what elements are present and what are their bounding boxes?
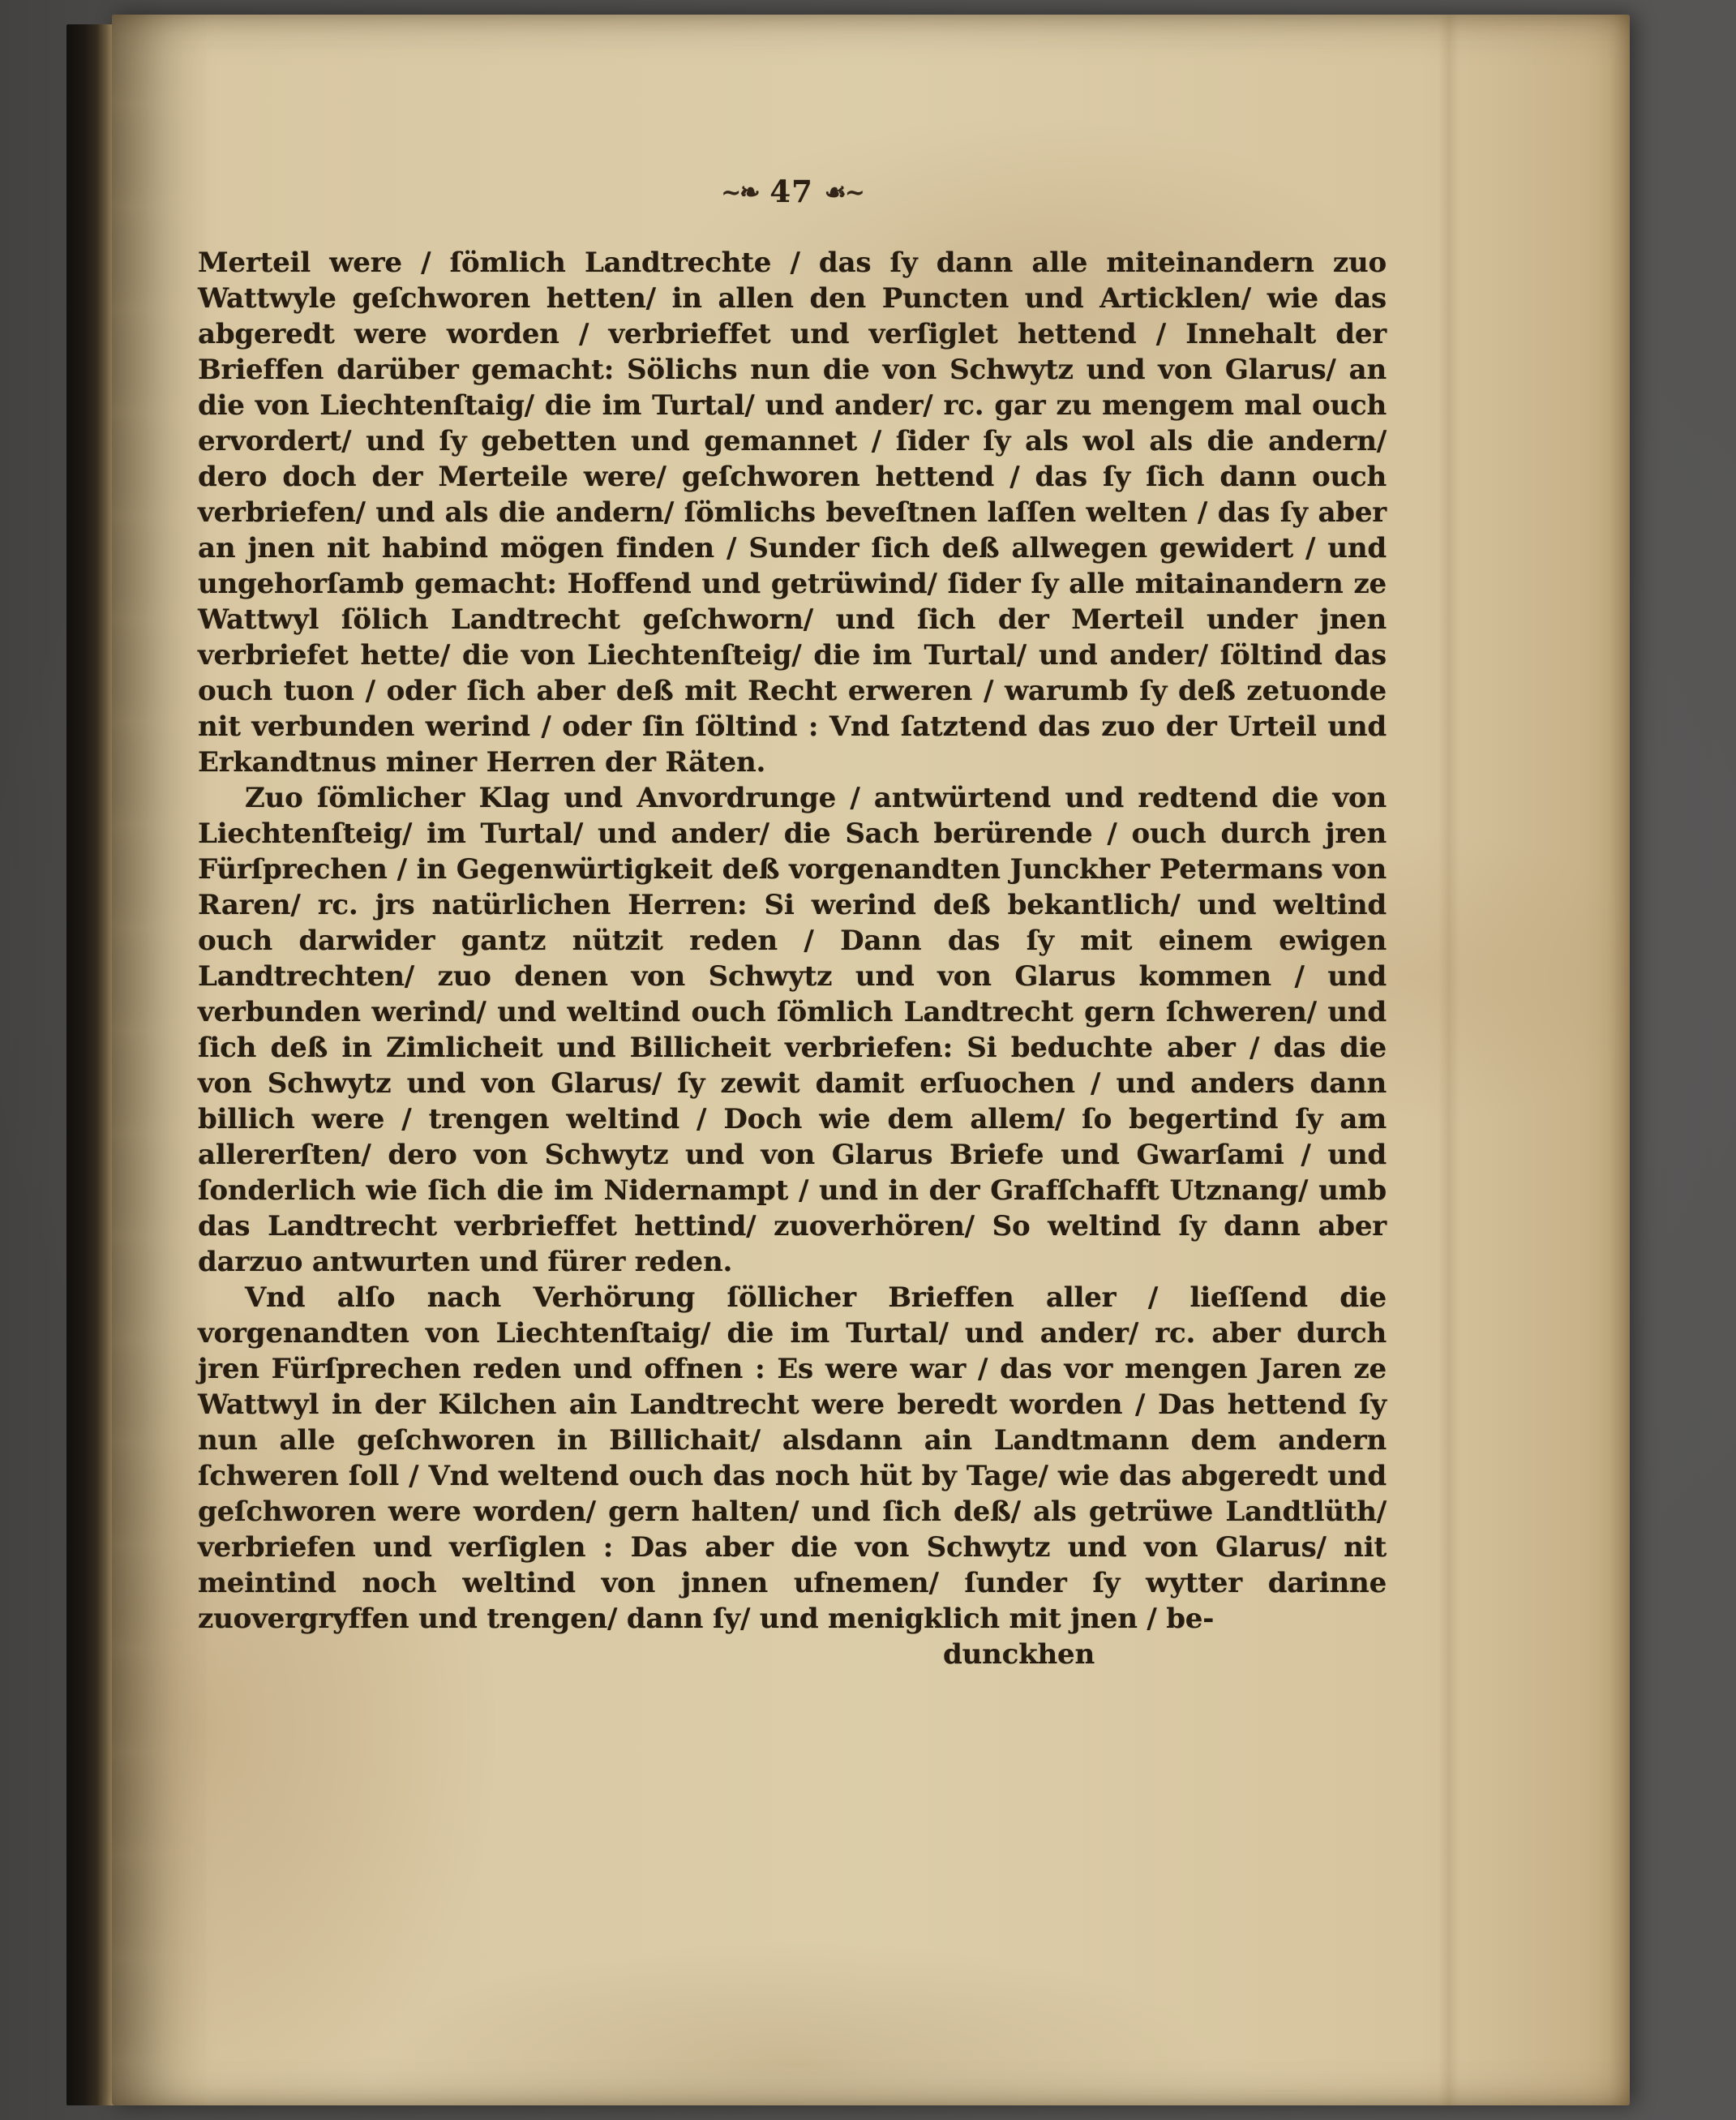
paragraph: Vnd alſo nach Verhörung ſöllicher Brieffen aller / lieſſend die vorgenandten von Liechtenſtaig/ die im Turtal/ und ander/ rc. aber durch jren Fürſprechen reden und offnen : Es were war / das vor mengen Jaren ze Wattwyl in der Kilchen ain Landtrecht were beredt worden / Das hettend ſy nun alle geſchworen in Billichait/ alsdann ain Landtmann dem andern ſchweren ſoll / Vnd weltend ouch das noch hüt by Tage/ wie das abgeredt und geſchworen were worden/ gern halten/ und ſich deß/ als getrüwe Landtlüth/ verbriefen und verſiglen : Das aber die von Schwytz und von Glarus/ nit meintind noch weltind von jnnen ufnemen/ ſunder ſy wytter darinne zuovergryffen und trengen/ dann ſy/ und menigklich mit jnen / be- xyxy=(198,1281,1387,1635)
page-crease xyxy=(1438,15,1460,2105)
header-ornament-left-icon: ~❧ xyxy=(721,178,759,207)
header-ornament-right-icon: ☙~ xyxy=(824,178,864,207)
page-number: 47 xyxy=(769,174,813,209)
book-spine-edge xyxy=(66,24,117,2105)
book-page xyxy=(112,15,1630,2105)
page-header xyxy=(198,174,1387,212)
paragraph: Merteil were / ſömlich Landtrechte / das ſy dann alle miteinandern zuo Wattwyle geſchworen hetten/ in allen den Puncten und Articklen/ wie das abgeredt were worden / verbrieffet und verſiglet hettend / Innehalt der Brieffen darüber gemacht: Sölichs nun die von Schwytz und von Glarus/ an die von Liechtenſtaig/ die im Turtal/ und ander/ rc. gar zu mengem mal ouch ervordert/ und ſy gebetten und gemannet / ſider ſy als wol als die andern/ dero doch der Merteile were/ geſchworen hettend / das ſy ſich dann ouch verbriefen/ und als die andern/ ſömlichs beveſtnen laſſen welten / das ſy aber an jnen nit habind mögen finden / Sunder ſich deß allwegen gewidert / und ungehorſamb gemacht: Hoffend und getrüwind/ ſider ſy alle mitainandern ze Wattwyl ſölich Landtrecht geſchworn/ und ſich der Merteil under jnen verbriefet hette/ die von Liechtenſteig/ die im Turtal/ und ander/ ſöltind das ouch tuon / oder ſich aber deß mit Recht erweren / warumb ſy deß zetuonde nit verbunden werind / oder ſin ſöltind : Vnd ſatztend das zuo der Urteil und Erkandtnus miner Herren der Räten. xyxy=(198,247,1387,779)
paragraph: Zuo ſömlicher Klag und Anvordrunge / antwürtend und redtend die von Liechtenſteig/ im Turtal/ und ander/ die Sach berürende / ouch durch jren Fürſprechen / in Gegenwürtigkeit deß vorgenandten Junckher Petermans von Raren/ rc. jrs natürlichen Herren: Si werind deß bekantlich/ und weltind ouch darwider gantz nützit reden / Dann das ſy mit einem ewigen Landtrechten/ zuo denen von Schwytz und von Glarus kommen / und verbunden werind/ und weltind ouch ſömlich Landtrecht gern ſchweren/ und ſich deß in Zimlicheit und Billicheit verbriefen: Si beduchte aber / das die von Schwytz und von Glarus/ ſy zewit damit erſuochen / und anders dann billich were / trengen weltind / Doch wie dem allem/ ſo begertind ſy am allererſten/ dero von Schwytz und von Glarus Briefe und Gwarſami / und ſonderlich wie ſich die im Nidernampt / und in der Grafſchafft Utznang/ umb das Landtrecht verbrieffet hettind/ zuoverhören/ So weltind ſy dann aber darzuo antwurten und fürer reden. xyxy=(198,782,1387,1278)
catchword: dunckhen xyxy=(943,1638,1095,1671)
text-block xyxy=(198,174,1387,1672)
